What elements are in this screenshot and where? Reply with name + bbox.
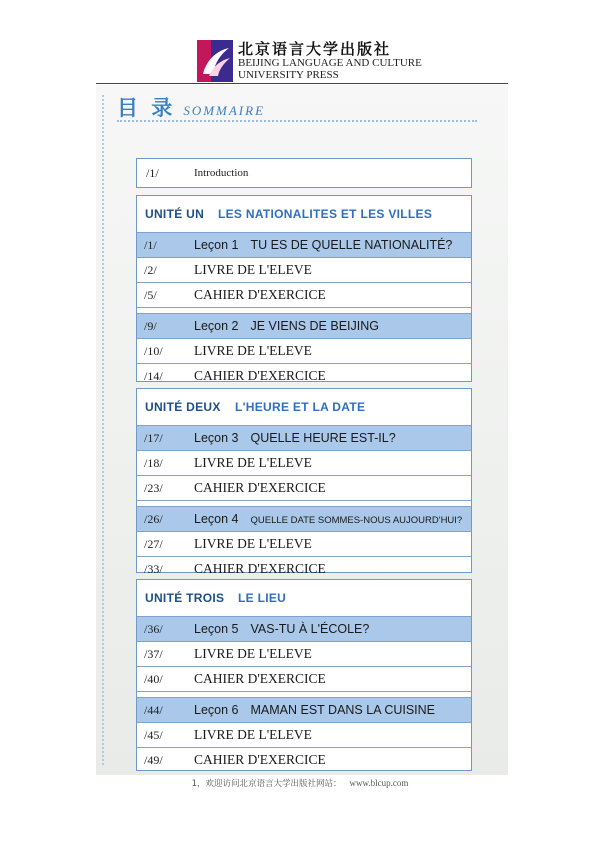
lesson-title: TU ES DE QUELLE NATIONALITÉ? xyxy=(250,238,453,252)
section-row[interactable] xyxy=(137,531,471,556)
lesson-title: MAMAN EST DANS LA CUISINE xyxy=(250,703,436,717)
section-page-number: /23/ xyxy=(144,481,163,495)
intro-box xyxy=(136,158,472,188)
lesson-page-number: /36/ xyxy=(144,622,163,636)
lesson-page-number: /26/ xyxy=(144,512,163,526)
section-row[interactable] xyxy=(137,363,471,388)
lesson-row[interactable] xyxy=(137,697,471,722)
section-label: CAHIER D'EXERCICE xyxy=(194,368,326,383)
section-row[interactable] xyxy=(137,338,471,363)
lesson-row[interactable] xyxy=(137,425,471,450)
unit-name[interactable]: LE LIEU xyxy=(238,591,287,605)
lesson-row[interactable] xyxy=(137,313,471,338)
section-row[interactable] xyxy=(137,475,471,500)
section-page-number: /37/ xyxy=(144,647,163,661)
section-page-number: /49/ xyxy=(144,753,163,767)
section-row[interactable] xyxy=(137,641,471,666)
toc-title xyxy=(117,92,265,122)
section-label: LIVRE DE L'ELEVE xyxy=(194,343,312,358)
lesson-title-group xyxy=(194,703,435,717)
lesson-number: Leçon 6 xyxy=(194,703,239,717)
lesson-title-group xyxy=(194,238,452,252)
lesson-title: JE VIENS DE BEIJING xyxy=(250,319,379,333)
section-label: CAHIER D'EXERCICE xyxy=(194,671,326,686)
section-page-number: /40/ xyxy=(144,672,163,686)
lesson-title: VAS-TU À L'ÉCOLE? xyxy=(250,622,370,636)
lesson-title-group xyxy=(194,431,396,445)
lesson-row[interactable] xyxy=(137,232,471,257)
footer-text: 1，欢迎访问北京语言大学出版社网站： xyxy=(191,779,342,789)
lesson-number: Leçon 5 xyxy=(194,622,239,636)
section-label: CAHIER D'EXERCICE xyxy=(194,480,326,495)
unit-box-3 xyxy=(136,579,472,771)
section-label: LIVRE DE L'ELEVE xyxy=(194,455,312,470)
section-label: CAHIER D'EXERCICE xyxy=(194,561,326,576)
publisher-name-cn: 北京语言大学出版社 xyxy=(238,40,392,58)
intro-page-number: /1/ xyxy=(146,166,159,180)
unit-name[interactable]: L'HEURE ET LA DATE xyxy=(235,400,366,414)
lesson-row[interactable] xyxy=(137,506,471,531)
lesson-number: Leçon 2 xyxy=(194,319,239,333)
section-label: LIVRE DE L'ELEVE xyxy=(194,727,312,742)
section-row[interactable] xyxy=(137,666,471,691)
toc-title-cn: 目 录 xyxy=(117,96,176,120)
unit-label: UNITÉ TROIS xyxy=(145,591,225,605)
section-row[interactable] xyxy=(137,747,471,772)
section-row[interactable] xyxy=(137,282,471,307)
page-footer xyxy=(0,777,600,789)
section-page-number: /10/ xyxy=(144,344,163,358)
unit-header xyxy=(137,389,471,425)
lesson-page-number: /1/ xyxy=(144,238,157,252)
section-label: LIVRE DE L'ELEVE xyxy=(194,646,312,661)
publisher-name-en xyxy=(238,57,422,81)
section-row[interactable] xyxy=(137,556,471,581)
section-label: LIVRE DE L'ELEVE xyxy=(194,536,312,551)
lesson-page-number: /9/ xyxy=(144,319,157,333)
section-row[interactable] xyxy=(137,257,471,282)
lesson-number: Leçon 1 xyxy=(194,238,239,252)
intro-label[interactable]: Introduction xyxy=(194,167,249,179)
section-label: CAHIER D'EXERCICE xyxy=(194,752,326,767)
section-page-number: /27/ xyxy=(144,537,163,551)
lesson-page-number: /44/ xyxy=(144,703,163,717)
lesson-title-group xyxy=(194,512,462,526)
section-label: LIVRE DE L'ELEVE xyxy=(194,262,312,277)
publisher-name-en-line2: UNIVERSITY PRESS xyxy=(238,69,339,81)
unit-label: UNITÉ UN xyxy=(145,207,205,221)
section-page-number: /14/ xyxy=(144,369,163,383)
lesson-title-group xyxy=(194,319,379,333)
section-label: CAHIER D'EXERCICE xyxy=(194,287,326,302)
lesson-number: Leçon 4 xyxy=(194,512,239,526)
section-row[interactable] xyxy=(137,450,471,475)
section-page-number: /33/ xyxy=(144,562,163,576)
section-page-number: /5/ xyxy=(144,288,157,302)
unit-name[interactable]: LES NATIONALITES ET LES VILLES xyxy=(218,207,433,221)
section-page-number: /18/ xyxy=(144,456,163,470)
lesson-title: QUELLE DATE SOMMES-NOUS AUJOURD'HUI? xyxy=(250,515,463,526)
unit-header xyxy=(137,580,471,616)
publisher-header xyxy=(0,0,600,84)
section-page-number: /2/ xyxy=(144,263,157,277)
lesson-row[interactable] xyxy=(137,616,471,641)
lesson-page-number: /17/ xyxy=(144,431,163,445)
header-divider xyxy=(96,83,508,84)
unit-box-2 xyxy=(136,388,472,576)
toc-title-fr: SOMMAIRE xyxy=(183,103,266,118)
section-page-number: /45/ xyxy=(144,728,163,742)
lesson-number: Leçon 3 xyxy=(194,431,239,445)
footer-url-link[interactable]: www.blcup.com xyxy=(349,778,409,788)
publisher-logo-icon xyxy=(197,40,233,82)
unit-box-1 xyxy=(136,195,472,382)
unit-label: UNITÉ DEUX xyxy=(145,400,221,414)
section-row[interactable] xyxy=(137,722,471,747)
unit-header xyxy=(137,196,471,232)
margin-dotted-line xyxy=(102,95,104,765)
lesson-title: QUELLE HEURE EST-IL? xyxy=(250,431,396,445)
publisher-name-en-line1: BEIJING LANGUAGE AND CULTURE xyxy=(238,57,422,69)
title-dotted-rule xyxy=(117,120,477,122)
lesson-title-group xyxy=(194,622,369,636)
